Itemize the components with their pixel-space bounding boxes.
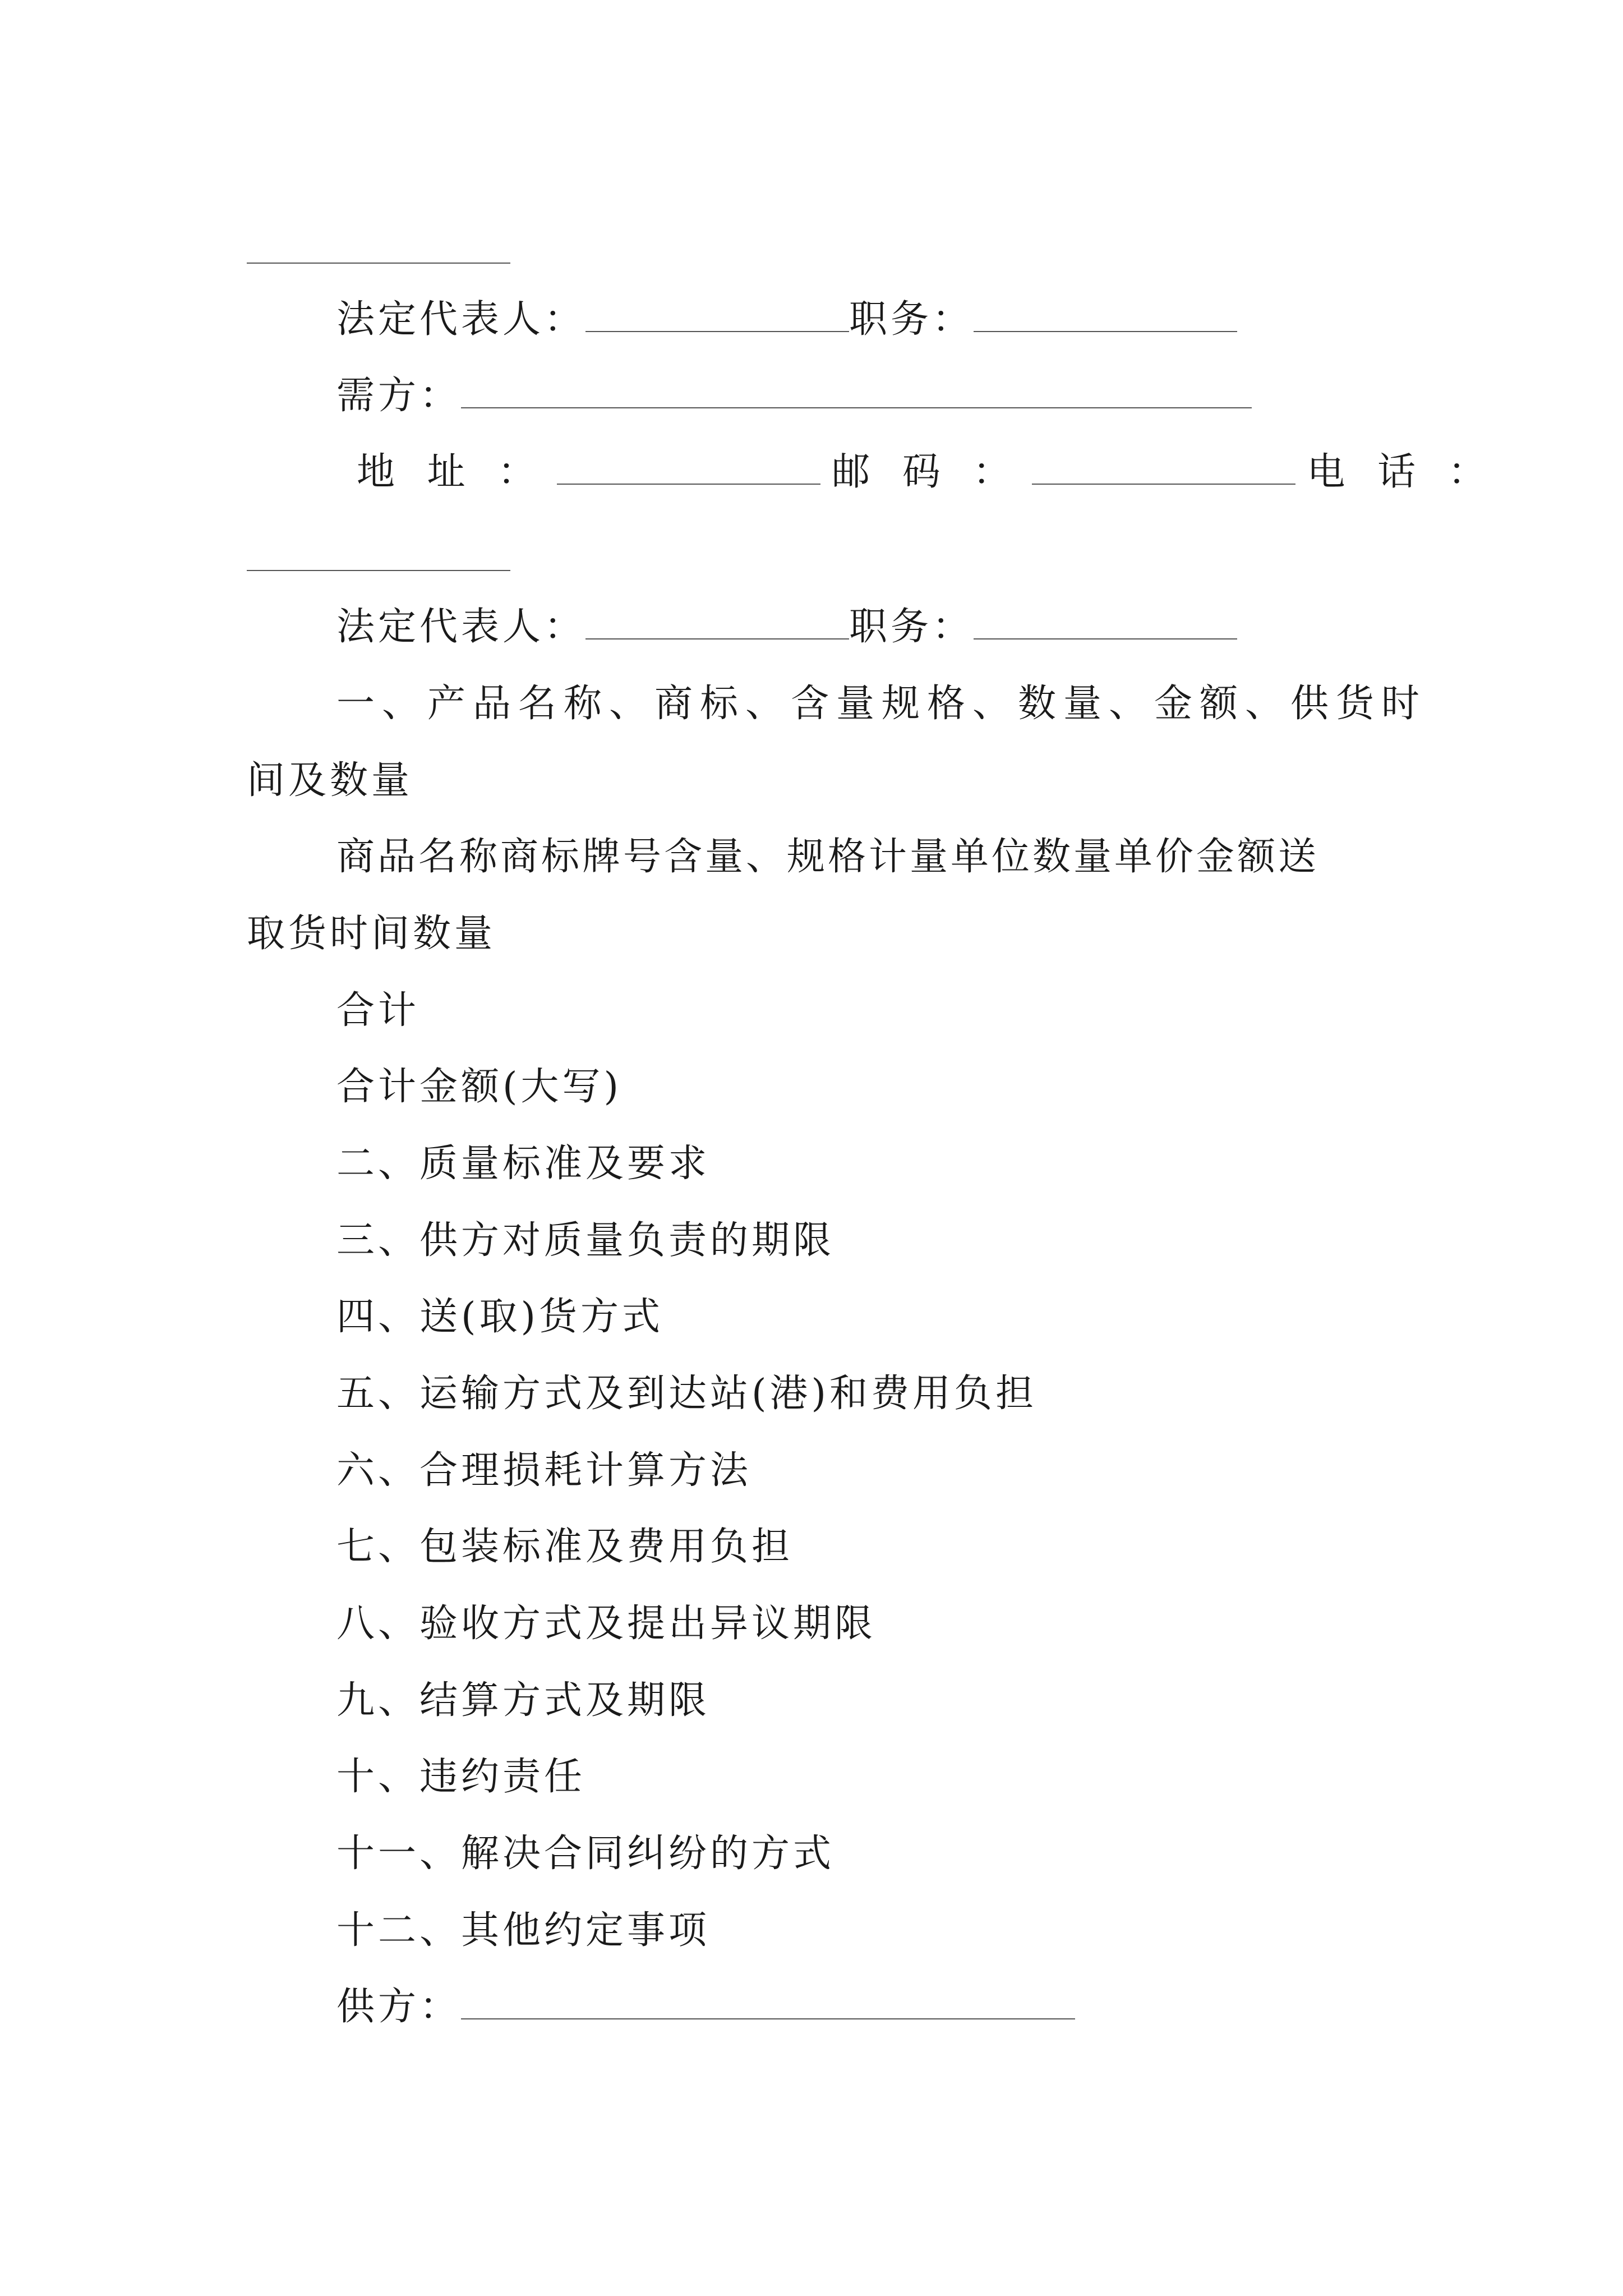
address-blank	[557, 448, 820, 485]
clause-1-line-1: 一、产品名称、商标、含量规格、数量、金额、供货时	[336, 682, 1427, 726]
clause-1-line-2: 间及数量	[247, 758, 413, 803]
buyer-legal-rep-line	[336, 599, 1237, 655]
postcode-label: 邮 码 ：	[832, 450, 1021, 494]
phone-label: 电 话 ：	[1307, 450, 1496, 494]
buyer-contact-line	[357, 444, 1496, 500]
clause-5: 五、运输方式及到达站(港)和费用负担	[336, 1372, 1038, 1416]
signature-supplier-blank	[461, 1982, 1075, 2019]
postcode-blank	[1032, 448, 1295, 485]
address-label: 地 址 ：	[357, 450, 546, 494]
buyer-position-label: 职务：	[849, 605, 974, 649]
supplier-position-label: 职务：	[849, 297, 974, 342]
supplier-legal-rep-blank	[585, 295, 849, 332]
buyer-position-blank	[974, 602, 1237, 639]
signature-supplier-line	[336, 1979, 1075, 2035]
supplier-legal-rep-label: 法定代表人：	[336, 297, 586, 342]
buyer-legal-rep-label: 法定代表人：	[336, 605, 586, 649]
clause-10: 十、违约责任	[336, 1755, 586, 1799]
signature-supplier-label: 供方：	[336, 1985, 462, 2029]
clause-3: 三、供方对质量负责的期限	[336, 1218, 835, 1263]
phone-blank	[247, 570, 510, 571]
top-continuation-blank	[247, 263, 510, 264]
table-header-line-1: 商品名称商标牌号含量、规格计量单位数量单价金额送	[336, 835, 1320, 879]
clause-4: 四、送(取)货方式	[336, 1295, 664, 1339]
buyer-legal-rep-blank	[585, 602, 849, 639]
clause-11: 十一、解决合同纠纷的方式	[336, 1832, 835, 1876]
clause-12: 十二、其他约定事项	[336, 1908, 711, 1953]
supplier-position-blank	[974, 295, 1237, 332]
total-line: 合计	[336, 988, 420, 1033]
clause-2: 二、质量标准及要求	[336, 1142, 711, 1186]
supplier-legal-rep-line	[336, 292, 1237, 348]
clause-6: 六、合理损耗计算方法	[336, 1448, 752, 1493]
clause-8: 八、验收方式及提出异议期限	[336, 1602, 877, 1646]
clause-7: 七、包装标准及费用负担	[336, 1525, 794, 1569]
buyer-label: 需方：	[336, 374, 462, 418]
table-header-line-2: 取货时间数量	[247, 912, 496, 956]
clause-9: 九、结算方式及期限	[336, 1678, 711, 1723]
total-amount-line: 合计金额(大写)	[336, 1065, 623, 1109]
buyer-line	[336, 368, 1252, 424]
buyer-blank	[461, 371, 1252, 408]
